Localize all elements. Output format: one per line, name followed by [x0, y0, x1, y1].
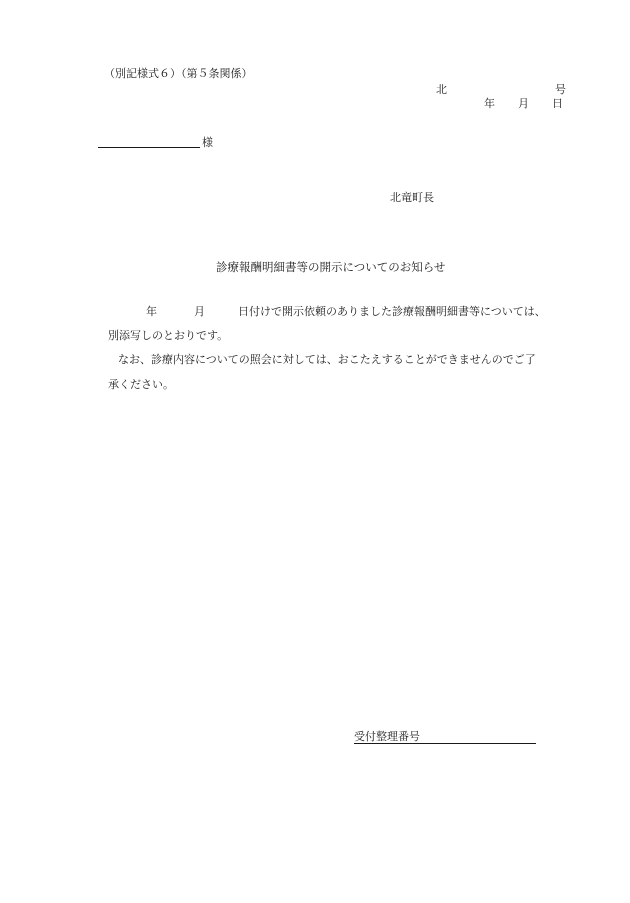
body-paragraph-1-line-2: 別添写しのとおりです。	[108, 329, 229, 342]
body-month-label: 月	[194, 305, 205, 318]
date-day-label: 日	[552, 97, 563, 110]
reference-number-suffix: 号	[555, 83, 566, 96]
addressee	[98, 137, 213, 148]
addressee-name-blank	[98, 137, 200, 148]
date-month-label: 月	[518, 97, 529, 110]
issue-date	[484, 98, 563, 109]
body-paragraph-2-line-1: なお、診療内容についての照会に対しては、おこたえすることができませんのでご了	[118, 353, 536, 366]
addressee-honorific: 様	[202, 136, 213, 149]
reception-number-label: 受付整理番号	[354, 730, 420, 743]
reception-number-blank	[420, 731, 536, 744]
date-year-label: 年	[484, 97, 495, 110]
reference-number-prefix: 北	[436, 83, 447, 96]
reception-number	[354, 731, 536, 744]
document-title: 診療報酬明細書等の開示についてのお知らせ	[216, 260, 446, 274]
body-year-label: 年	[146, 305, 157, 318]
form-label: （別記様式６）（第５条関係）	[104, 67, 253, 80]
body-paragraph-1-line-1	[146, 306, 546, 317]
body-paragraph-2-line-2: 承ください。	[108, 378, 174, 391]
body-paragraph-1-text: 日付けで開示依頼のありました診療報酬明細書等については、	[238, 305, 546, 318]
sender-name: 北竜町長	[390, 191, 434, 204]
